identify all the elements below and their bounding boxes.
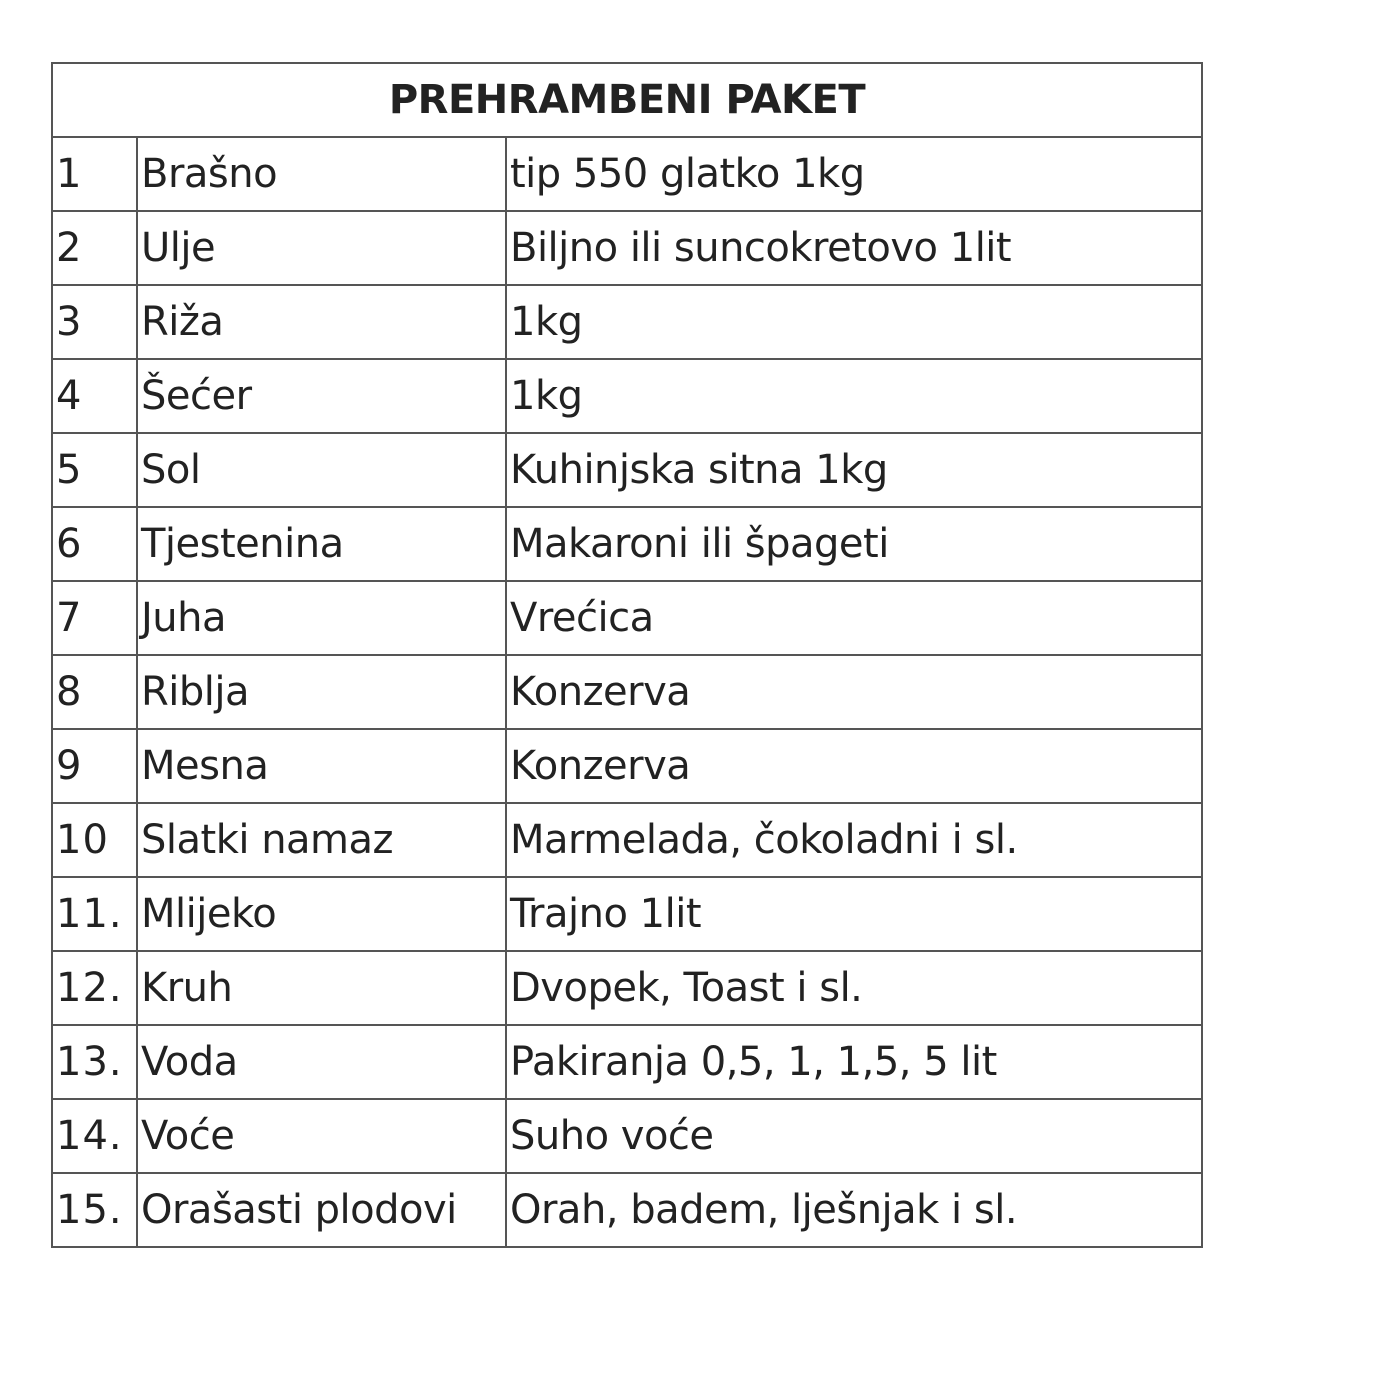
item-description-cell: tip 550 glatko 1kg bbox=[506, 137, 1202, 211]
table-row bbox=[52, 951, 1202, 1025]
table-row bbox=[52, 581, 1202, 655]
table-row bbox=[52, 803, 1202, 877]
table-row bbox=[52, 285, 1202, 359]
item-name-cell: Tjestenina bbox=[137, 507, 506, 581]
table-row bbox=[52, 1173, 1202, 1247]
row-number-cell: 3 bbox=[52, 285, 137, 359]
item-name-cell: Sol bbox=[137, 433, 506, 507]
row-number-cell: 14. bbox=[52, 1099, 137, 1173]
row-number-cell: 6 bbox=[52, 507, 137, 581]
table-row bbox=[52, 729, 1202, 803]
item-description-cell: Vrećica bbox=[506, 581, 1202, 655]
table-row bbox=[52, 507, 1202, 581]
item-name-cell: Riža bbox=[137, 285, 506, 359]
item-description-cell: Pakiranja 0,5, 1, 1,5, 5 lit bbox=[506, 1025, 1202, 1099]
table-title: PREHRAMBENI PAKET bbox=[52, 63, 1202, 137]
item-name-cell: Mesna bbox=[137, 729, 506, 803]
item-description-cell: 1kg bbox=[506, 285, 1202, 359]
row-number-cell: 8 bbox=[52, 655, 137, 729]
item-name-cell: Šećer bbox=[137, 359, 506, 433]
item-description-cell: Trajno 1lit bbox=[506, 877, 1202, 951]
item-name-cell: Voda bbox=[137, 1025, 506, 1099]
item-name-cell: Voće bbox=[137, 1099, 506, 1173]
table-row bbox=[52, 655, 1202, 729]
table-header-row bbox=[52, 63, 1202, 137]
item-description-cell: Biljno ili suncokretovo 1lit bbox=[506, 211, 1202, 285]
row-number-cell: 2 bbox=[52, 211, 137, 285]
row-number-cell: 9 bbox=[52, 729, 137, 803]
item-description-cell: Kuhinjska sitna 1kg bbox=[506, 433, 1202, 507]
item-name-cell: Kruh bbox=[137, 951, 506, 1025]
item-name-cell: Riblja bbox=[137, 655, 506, 729]
row-number-cell: 15. bbox=[52, 1173, 137, 1247]
table-row bbox=[52, 433, 1202, 507]
table-body bbox=[52, 137, 1202, 1247]
item-description-cell: 1kg bbox=[506, 359, 1202, 433]
item-name-cell: Brašno bbox=[137, 137, 506, 211]
row-number-cell: 11. bbox=[52, 877, 137, 951]
item-description-cell: Dvopek, Toast i sl. bbox=[506, 951, 1202, 1025]
item-description-cell: Marmelada, čokoladni i sl. bbox=[506, 803, 1202, 877]
table-row bbox=[52, 359, 1202, 433]
row-number-cell: 7 bbox=[52, 581, 137, 655]
item-description-cell: Makaroni ili špageti bbox=[506, 507, 1202, 581]
item-name-cell: Orašasti plodovi bbox=[137, 1173, 506, 1247]
table-row bbox=[52, 1025, 1202, 1099]
item-description-cell: Konzerva bbox=[506, 729, 1202, 803]
row-number-cell: 4 bbox=[52, 359, 137, 433]
item-description-cell: Suho voće bbox=[506, 1099, 1202, 1173]
row-number-cell: 13. bbox=[52, 1025, 137, 1099]
table-row bbox=[52, 877, 1202, 951]
table-row bbox=[52, 211, 1202, 285]
table-row bbox=[52, 137, 1202, 211]
item-name-cell: Mlijeko bbox=[137, 877, 506, 951]
item-description-cell: Orah, badem, lješnjak i sl. bbox=[506, 1173, 1202, 1247]
row-number-cell: 1 bbox=[52, 137, 137, 211]
item-description-cell: Konzerva bbox=[506, 655, 1202, 729]
item-name-cell: Juha bbox=[137, 581, 506, 655]
row-number-cell: 12. bbox=[52, 951, 137, 1025]
item-name-cell: Slatki namaz bbox=[137, 803, 506, 877]
row-number-cell: 10 bbox=[52, 803, 137, 877]
table-row bbox=[52, 1099, 1202, 1173]
food-package-table bbox=[51, 62, 1203, 1248]
row-number-cell: 5 bbox=[52, 433, 137, 507]
item-name-cell: Ulje bbox=[137, 211, 506, 285]
